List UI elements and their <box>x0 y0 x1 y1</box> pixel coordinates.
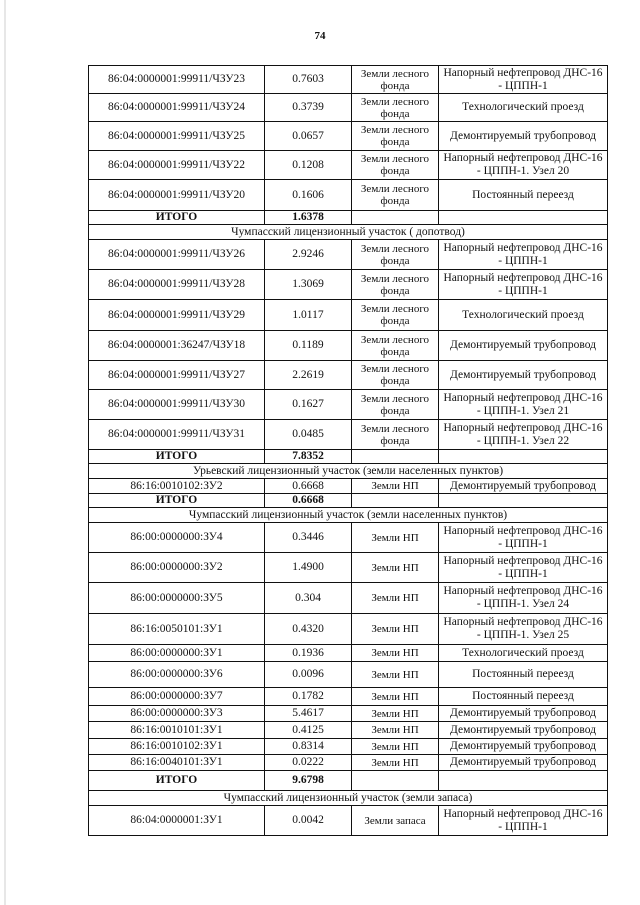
land-plots-table <box>88 65 608 836</box>
land-category: Земли лесного фонда <box>352 300 439 331</box>
purpose: Постоянный переезд <box>439 180 608 211</box>
total-label: ИТОГО <box>89 771 265 791</box>
total-label: ИТОГО <box>89 211 265 225</box>
section-header-row <box>89 791 608 806</box>
total-value: 9.6798 <box>265 771 352 791</box>
section-title: Чумпасский лицензионный участок (земли запаса) <box>89 791 608 806</box>
cadastral-number: 86:04:0000001:ЗУ1 <box>89 806 265 836</box>
table-row <box>89 523 608 553</box>
cadastral-number: 86:00:0000000:ЗУ7 <box>89 688 265 706</box>
cadastral-number: 86:16:0010102:ЗУ2 <box>89 479 265 494</box>
purpose: Напорный нефтепровод ДНС-16 - ЦППН-1 <box>439 553 608 583</box>
cadastral-number: 86:04:0000001:99911/ЧЗУ20 <box>89 180 265 211</box>
purpose: Напорный нефтепровод ДНС-16 - ЦППН-1 <box>439 66 608 94</box>
purpose: Напорный нефтепровод ДНС-16 - ЦППН-1 <box>439 270 608 300</box>
area-value: 0.1208 <box>265 151 352 180</box>
table-row <box>89 361 608 390</box>
cadastral-number: 86:04:0000001:99911/ЧЗУ22 <box>89 151 265 180</box>
purpose: Демонтируемый трубопровод <box>439 706 608 722</box>
land-category: Земли НП <box>352 645 439 662</box>
area-value: 0.3739 <box>265 94 352 122</box>
total-value: 1.6378 <box>265 211 352 225</box>
table-row <box>89 94 608 122</box>
land-category: Земли лесного фонда <box>352 94 439 122</box>
area-value: 2.9246 <box>265 240 352 270</box>
cadastral-number: 86:00:0000000:ЗУ6 <box>89 662 265 688</box>
table-row <box>89 300 608 331</box>
purpose: Демонтируемый трубопровод <box>439 122 608 151</box>
table-row <box>89 420 608 450</box>
area-value: 0.304 <box>265 583 352 614</box>
purpose: Технологический проезд <box>439 300 608 331</box>
area-value: 0.4320 <box>265 614 352 645</box>
area-value: 1.3069 <box>265 270 352 300</box>
total-row <box>89 450 608 464</box>
table-row <box>89 151 608 180</box>
cadastral-number: 86:00:0000000:ЗУ4 <box>89 523 265 553</box>
area-value: 0.0096 <box>265 662 352 688</box>
cadastral-number: 86:04:0000001:99911/ЧЗУ30 <box>89 390 265 420</box>
total-empty-cell <box>439 450 608 464</box>
purpose: Напорный нефтепровод ДНС-16 - ЦППН-1. Узел 24 <box>439 583 608 614</box>
purpose: Технологический проезд <box>439 94 608 122</box>
total-empty-cell <box>352 771 439 791</box>
area-value: 0.0485 <box>265 420 352 450</box>
land-category: Земли лесного фонда <box>352 331 439 361</box>
purpose: Постоянный переезд <box>439 688 608 706</box>
table-row <box>89 688 608 706</box>
table-row <box>89 645 608 662</box>
purpose: Постоянный переезд <box>439 662 608 688</box>
table-row <box>89 739 608 755</box>
purpose: Демонтируемый трубопровод <box>439 722 608 739</box>
area-value: 0.1189 <box>265 331 352 361</box>
land-category: Земли лесного фонда <box>352 122 439 151</box>
land-category: Земли НП <box>352 553 439 583</box>
section-header-row <box>89 464 608 479</box>
cadastral-number: 86:04:0000001:99911/ЧЗУ29 <box>89 300 265 331</box>
area-value: 0.0222 <box>265 755 352 771</box>
cadastral-number: 86:16:0040101:ЗУ1 <box>89 755 265 771</box>
purpose: Напорный нефтепровод ДНС-16 - ЦППН-1. Узел 21 <box>439 390 608 420</box>
table-row <box>89 706 608 722</box>
table-row <box>89 755 608 771</box>
table-row <box>89 66 608 94</box>
cadastral-number: 86:04:0000001:99911/ЧЗУ24 <box>89 94 265 122</box>
land-category: Земли лесного фонда <box>352 270 439 300</box>
total-label: ИТОГО <box>89 450 265 464</box>
area-value: 0.4125 <box>265 722 352 739</box>
purpose: Напорный нефтепровод ДНС-16 - ЦППН-1. Узел 25 <box>439 614 608 645</box>
total-row <box>89 771 608 791</box>
total-row <box>89 494 608 508</box>
section-title: Урьевский лицензионный участок (земли населенных пунктов) <box>89 464 608 479</box>
cadastral-number: 86:00:0000000:ЗУ1 <box>89 645 265 662</box>
land-category: Земли лесного фонда <box>352 390 439 420</box>
land-category: Земли лесного фонда <box>352 361 439 390</box>
land-category: Земли лесного фонда <box>352 240 439 270</box>
page-number: 74 <box>314 30 326 42</box>
purpose: Напорный нефтепровод ДНС-16 - ЦППН-1. Узел 20 <box>439 151 608 180</box>
cadastral-number: 86:04:0000001:99911/ЧЗУ25 <box>89 122 265 151</box>
land-category: Земли НП <box>352 755 439 771</box>
purpose: Напорный нефтепровод ДНС-16 - ЦППН-1 <box>439 523 608 553</box>
table-row <box>89 240 608 270</box>
area-value: 0.0042 <box>265 806 352 836</box>
area-value: 0.1936 <box>265 645 352 662</box>
land-category: Земли НП <box>352 479 439 494</box>
area-value: 0.1782 <box>265 688 352 706</box>
total-value: 7.8352 <box>265 450 352 464</box>
land-category: Земли НП <box>352 614 439 645</box>
total-empty-cell <box>439 771 608 791</box>
table-row <box>89 583 608 614</box>
purpose: Демонтируемый трубопровод <box>439 755 608 771</box>
land-category: Земли НП <box>352 583 439 614</box>
table-row <box>89 180 608 211</box>
table-row <box>89 722 608 739</box>
section-header-row <box>89 508 608 523</box>
purpose: Демонтируемый трубопровод <box>439 331 608 361</box>
purpose: Демонтируемый трубопровод <box>439 739 608 755</box>
cadastral-number: 86:04:0000001:99911/ЧЗУ31 <box>89 420 265 450</box>
area-value: 0.1627 <box>265 390 352 420</box>
table-row <box>89 553 608 583</box>
table-row <box>89 479 608 494</box>
total-empty-cell <box>352 494 439 508</box>
area-value: 1.0117 <box>265 300 352 331</box>
table-row <box>89 662 608 688</box>
area-value: 0.1606 <box>265 180 352 211</box>
table-row <box>89 331 608 361</box>
cadastral-number: 86:16:0010101:ЗУ1 <box>89 722 265 739</box>
purpose: Напорный нефтепровод ДНС-16 - ЦППН-1 <box>439 240 608 270</box>
table-row <box>89 806 608 836</box>
land-category: Земли лесного фонда <box>352 66 439 94</box>
land-category: Земли НП <box>352 739 439 755</box>
cadastral-number: 86:16:0050101:ЗУ1 <box>89 614 265 645</box>
table-row <box>89 270 608 300</box>
total-value: 0.6668 <box>265 494 352 508</box>
land-plots-table-body <box>89 66 608 836</box>
purpose: Напорный нефтепровод ДНС-16 - ЦППН-1. Узел 22 <box>439 420 608 450</box>
land-category: Земли НП <box>352 523 439 553</box>
section-title: Чумпасский лицензионный участок ( допотвод) <box>89 225 608 240</box>
cadastral-number: 86:04:0000001:99911/ЧЗУ27 <box>89 361 265 390</box>
cadastral-number: 86:04:0000001:99911/ЧЗУ26 <box>89 240 265 270</box>
cadastral-number: 86:04:0000001:36247/ЧЗУ18 <box>89 331 265 361</box>
land-category: Земли лесного фонда <box>352 151 439 180</box>
cadastral-number: 86:04:0000001:99911/ЧЗУ23 <box>89 66 265 94</box>
total-empty-cell <box>352 450 439 464</box>
purpose: Демонтируемый трубопровод <box>439 479 608 494</box>
table-row <box>89 122 608 151</box>
land-category: Земли НП <box>352 722 439 739</box>
land-category: Земли НП <box>352 706 439 722</box>
area-value: 0.8314 <box>265 739 352 755</box>
section-title: Чумпасский лицензионный участок (земли населенных пунктов) <box>89 508 608 523</box>
cadastral-number: 86:00:0000000:ЗУ2 <box>89 553 265 583</box>
table-row <box>89 614 608 645</box>
total-empty-cell <box>439 211 608 225</box>
total-empty-cell <box>439 494 608 508</box>
area-value: 0.3446 <box>265 523 352 553</box>
land-category: Земли НП <box>352 688 439 706</box>
cadastral-number: 86:04:0000001:99911/ЧЗУ28 <box>89 270 265 300</box>
cadastral-number: 86:00:0000000:ЗУ5 <box>89 583 265 614</box>
land-category: Земли лесного фонда <box>352 420 439 450</box>
cadastral-number: 86:16:0010102:ЗУ1 <box>89 739 265 755</box>
scan-edge <box>4 0 6 905</box>
table-row <box>89 390 608 420</box>
total-empty-cell <box>352 211 439 225</box>
land-category: Земли НП <box>352 662 439 688</box>
area-value: 0.6668 <box>265 479 352 494</box>
land-category: Земли запаса <box>352 806 439 836</box>
area-value: 1.4900 <box>265 553 352 583</box>
cadastral-number: 86:00:0000000:ЗУ3 <box>89 706 265 722</box>
area-value: 0.0657 <box>265 122 352 151</box>
land-category: Земли лесного фонда <box>352 180 439 211</box>
purpose: Демонтируемый трубопровод <box>439 361 608 390</box>
section-header-row <box>89 225 608 240</box>
purpose: Напорный нефтепровод ДНС-16 - ЦППН-1 <box>439 806 608 836</box>
area-value: 2.2619 <box>265 361 352 390</box>
purpose: Технологический проезд <box>439 645 608 662</box>
area-value: 0.7603 <box>265 66 352 94</box>
total-label: ИТОГО <box>89 494 265 508</box>
total-row <box>89 211 608 225</box>
area-value: 5.4617 <box>265 706 352 722</box>
